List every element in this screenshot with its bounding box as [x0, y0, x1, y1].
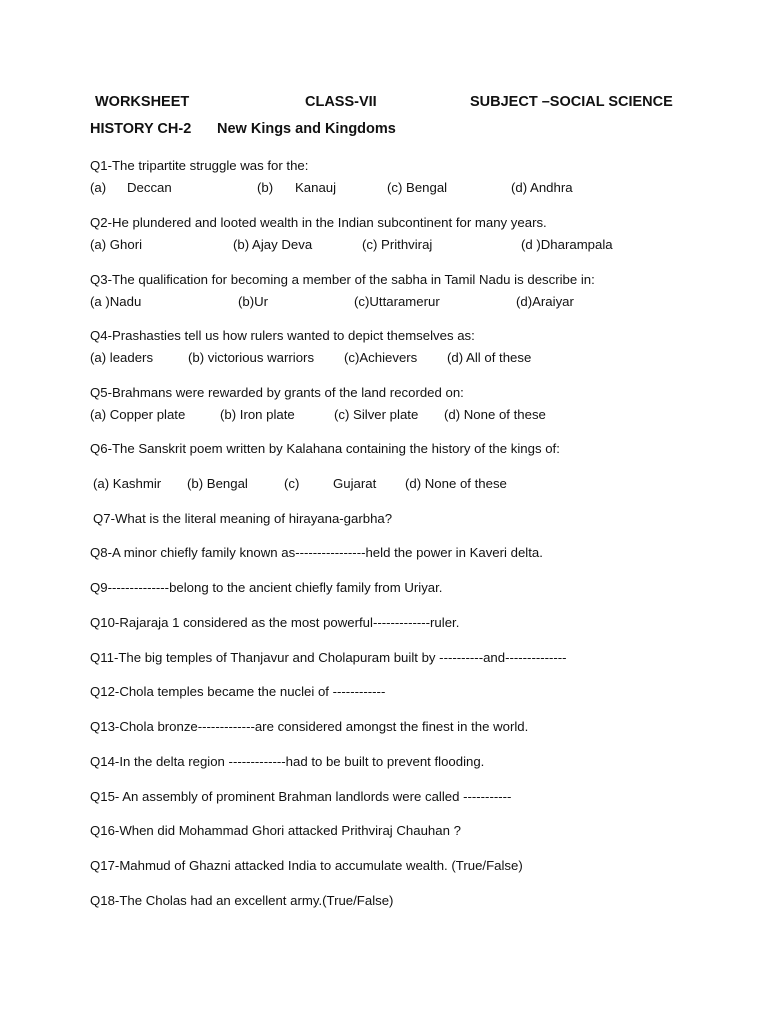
- worksheet-label: WORKSHEET: [95, 94, 190, 110]
- option-text: (a) Ghori: [90, 237, 143, 252]
- option-text: (b) Iron plate: [220, 407, 295, 422]
- question-7: Q7-What is the literal meaning of hirayana-garbha?: [93, 511, 393, 526]
- question-18: Q18-The Cholas had an excellent army.(True/False): [90, 893, 394, 908]
- option-text: (c) Bengal: [387, 180, 448, 195]
- question-15: Q15- An assembly of prominent Brahman landlords were called -----------: [90, 789, 512, 804]
- question-1: Q1-The tripartite struggle was for the:: [90, 158, 309, 173]
- option-text: (d) None of these: [444, 407, 546, 422]
- question-4: Q4-Prashasties tell us how rulers wanted to depict themselves as:: [90, 328, 475, 343]
- question-16: Q16-When did Mohammad Ghori attacked Prithviraj Chauhan ?: [90, 823, 461, 838]
- option-text: (d) None of these: [405, 476, 507, 491]
- question-2: Q2-He plundered and looted wealth in the Indian subcontinent for many years.: [90, 215, 547, 230]
- history-label: HISTORY CH-2: [90, 121, 192, 137]
- option-text: (b)Ur: [238, 294, 269, 309]
- option-text: (b) victorious warriors: [188, 350, 315, 365]
- question-2-options: [90, 237, 730, 255]
- question-4-options: [90, 350, 730, 368]
- option-text: (b) Bengal: [187, 476, 248, 491]
- option-text: (b) Ajay Deva: [233, 237, 313, 252]
- option-text: (a) Copper plate: [90, 407, 186, 422]
- chapter-title: New Kings and Kingdoms: [217, 121, 396, 137]
- question-5-options: [90, 407, 730, 425]
- chapter-heading: [90, 121, 396, 137]
- option-text: (a) leaders: [90, 350, 154, 365]
- question-3: Q3-The qualification for becoming a member of the sabha in Tamil Nadu is describe in:: [90, 272, 595, 287]
- question-17: Q17-Mahmud of Ghazni attacked India to accumulate wealth. (True/False): [90, 858, 523, 873]
- option-text: (d )Dharampala: [521, 237, 613, 252]
- question-6: Q6-The Sanskrit poem written by Kalahana containing the history of the kings of:: [90, 441, 560, 456]
- question-8: Q8-A minor chiefly family known as----------------held the power in Kaveri delta.: [90, 545, 543, 560]
- question-10: Q10-Rajaraja 1 considered as the most powerful-------------ruler.: [90, 615, 460, 630]
- question-9: Q9--------------belong to the ancient chiefly family from Uriyar.: [90, 580, 443, 595]
- option-label: (b): [257, 180, 274, 195]
- option-text: (d) All of these: [447, 350, 532, 365]
- question-5: Q5-Brahmans were rewarded by grants of the land recorded on:: [90, 385, 464, 400]
- option-text: Gujarat: [333, 476, 377, 491]
- option-text: Kanauj: [295, 180, 337, 195]
- question-1-options: [90, 180, 730, 198]
- option-text: (d) Andhra: [511, 180, 573, 195]
- question-12: Q12-Chola temples became the nuclei of ------------: [90, 684, 386, 699]
- option-label: (a): [90, 180, 107, 195]
- class-label: CLASS-VII: [305, 94, 377, 110]
- option-text: (c) Prithviraj: [362, 237, 433, 252]
- question-11: Q11-The big temples of Thanjavur and Cholapuram built by ----------and--------------: [90, 650, 567, 665]
- option-text: (a )Nadu: [90, 294, 142, 309]
- question-14: Q14-In the delta region -------------had to be built to prevent flooding.: [90, 754, 485, 769]
- question-3-options: [90, 294, 730, 312]
- option-text: Deccan: [127, 180, 172, 195]
- option-text: (c) Silver plate: [334, 407, 419, 422]
- question-6-options: [90, 476, 730, 494]
- option-label: (c): [284, 476, 300, 491]
- question-13: Q13-Chola bronze-------------are considered amongst the finest in the world.: [90, 719, 529, 734]
- subject-label: SUBJECT –SOCIAL SCIENCE: [470, 94, 673, 110]
- option-text: (d)Araiyar: [516, 294, 574, 309]
- option-text: (c)Achievers: [344, 350, 418, 365]
- option-text: (c)Uttaramerur: [354, 294, 440, 309]
- option-text: (a) Kashmir: [93, 476, 162, 491]
